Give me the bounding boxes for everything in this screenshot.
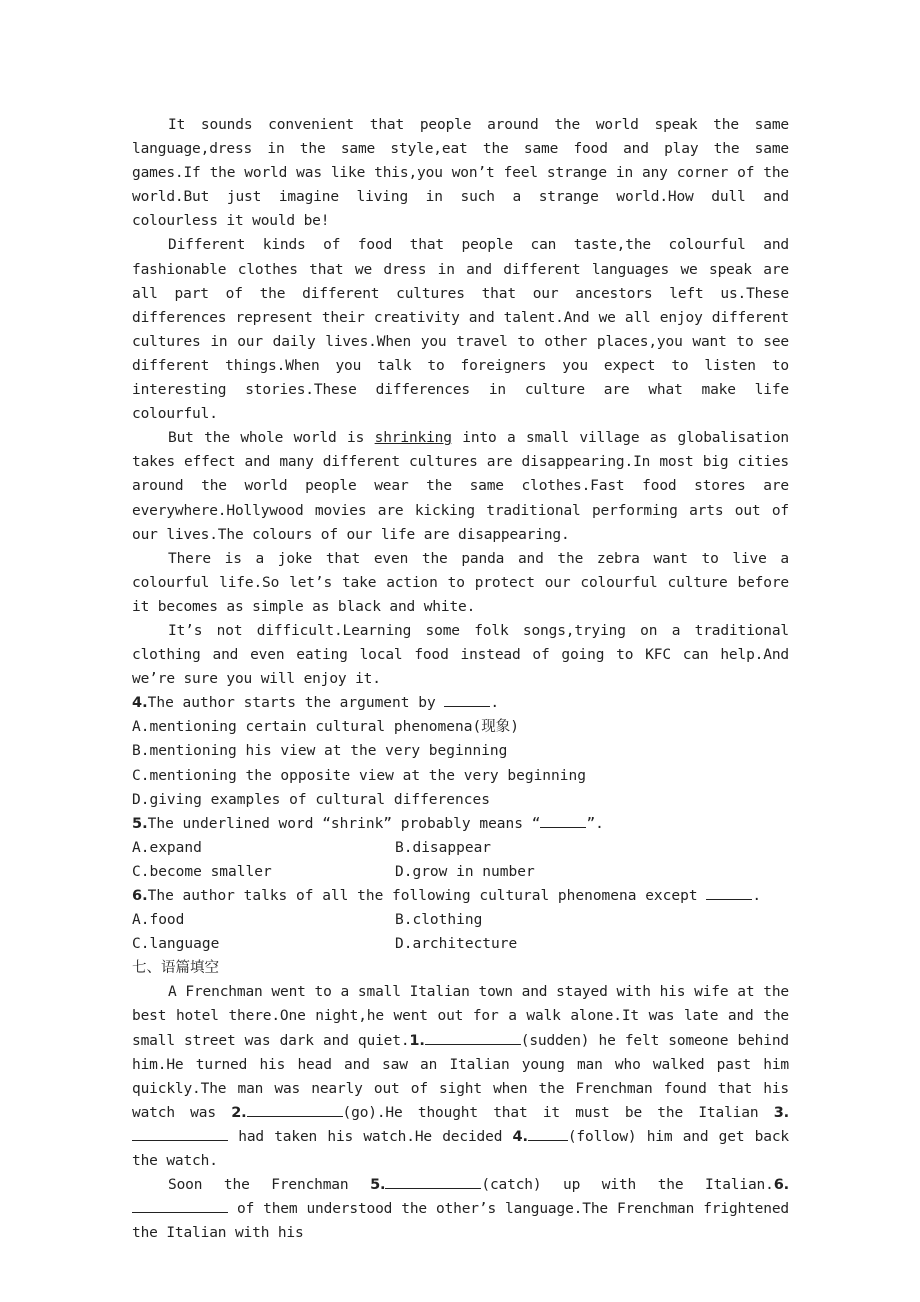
question-5-stem [132,812,789,836]
question-text: The author starts the argument by [147,695,445,712]
question-4-option-b[interactable]: B.mentioning his view at the very beginning [132,743,508,760]
blank-number-2: 2. [231,1104,247,1121]
blank-number-4: 4. [512,1128,528,1145]
question-4-option-d[interactable]: D.giving examples of cultural differences [132,791,490,808]
question-number: 6. [132,888,148,904]
question-4-option-c[interactable]: C.mentioning the opposite view at the very beginning [132,767,586,784]
question-text: The underlined word “shrink” probably means “ [147,815,541,832]
cloze-blank-5[interactable] [385,1174,481,1189]
question-text-end: . [490,695,500,712]
cloze-text: of them understood the other’s language.The Frenchman frightened the Italian with his [132,1201,789,1242]
question-6-options-row-1 [132,908,789,932]
answer-blank[interactable] [540,813,586,828]
question-number: 5. [132,815,148,832]
cloze-text: (sudden) he felt someone behind him.He turned his head and saw an Italian young man who walked past him quickly.The man was nearly out of sight when the Frenchman found that his watch was [132,1032,789,1121]
question-6-option-c[interactable]: C.language [132,936,220,953]
passage-text: into a small village as globalisation takes effect and many different cultures are disappearing.In most big cities around the world people wear the same clothes.Fast food stores are everywhere.Hollywood movies are kicking traditional performing arts out of our lives.The colours of our life are disappearing. [132,430,790,543]
question-4-stem [132,691,789,715]
question-5-option-a[interactable]: A.expand [132,839,202,856]
cloze-blank-1[interactable] [425,1030,521,1045]
passage-text: But the whole world is [168,430,375,447]
cloze-blank-4[interactable] [528,1126,568,1141]
cloze-text: A Frenchman went to a small Italian town and stayed with his wife at the best hotel there.One night,he went out for a walk alone.It was late and the small street was dark and quiet. [132,984,789,1049]
question-5-options-row-1 [132,836,789,860]
question-5-option-b[interactable]: B.disappear [395,839,492,856]
question-5-option-c[interactable]: C.become smaller [132,863,272,880]
cloze-text: (go).He thought that it must be the Italian [342,1104,774,1121]
passage-paragraph-2: Different kinds of food that people can taste,the colourful and fashionable clothes that we dress in and different languages we speak are all part of the different cultures that our ancestors left us.These differences represent their creativity and talent.And we all enjoy different cultures in our daily lives.When you travel to other places,you want to see different things.When you talk to foreigners you expect to listen to interesting stories.These differences in culture are what make life colourful. [132,237,789,423]
question-6-option-a[interactable]: A.food [132,912,185,929]
question-text-end: . [752,888,762,904]
cloze-blank-3[interactable] [132,1126,228,1141]
cloze-paragraph-2 [132,1173,789,1245]
document-page [132,113,789,1245]
cloze-blank-2[interactable] [247,1102,343,1117]
blank-number-5: 5. [370,1177,386,1194]
cloze-text: (follow) him and get back the watch. [132,1128,789,1170]
answer-blank[interactable] [444,692,490,707]
blank-number-3: 3. [773,1104,789,1121]
question-6-stem [132,884,789,908]
underlined-word: shrinking [374,430,452,447]
passage-paragraph-4: There is a joke that even the panda and the zebra want to live a colourful life.So let’s take action to protect our colourful culture before it becomes as simple as black and white. [132,550,789,615]
cloze-blank-6[interactable] [132,1198,228,1213]
question-number: 4. [132,695,148,712]
question-text-end: ”. [586,815,604,832]
question-6-option-b[interactable]: B.clothing [395,912,483,929]
question-4-option-a[interactable]: A.mentioning certain cultural phenomena(现象) [132,719,519,736]
question-6-option-d[interactable]: D.architecture [395,936,518,953]
passage-paragraph-5: It’s not difficult.Learning some folk songs,trying on a traditional clothing and even eating local food instead of going to KFC can help.And we’re sure you will enjoy it. [132,622,789,688]
question-5-options-row-2 [132,860,789,884]
answer-blank[interactable] [706,885,752,900]
cloze-text: (catch) up with the Italian. [481,1177,774,1194]
question-text: The author talks of all the following cultural phenomena except [147,888,707,904]
question-6-options-row-2 [132,932,789,956]
blank-number-1: 1. [409,1032,425,1049]
passage-paragraph-1: It sounds convenient that people around the world speak the same language,dress in the same style,eat the same food and play the same games.If the world was like this,you won’t feel strange in any corner of the world.But just imagine living in such a strange world.How dull and colourless it would be! [132,117,789,230]
cloze-text: Soon the Frenchman [168,1177,371,1194]
section-title: 七、语篇填空 [132,960,219,977]
cloze-paragraph-1 [132,980,789,1173]
passage-paragraph-3 [132,426,789,546]
cloze-text: had taken his watch.He decided [228,1128,513,1145]
question-5-option-d[interactable]: D.grow in number [395,863,535,880]
blank-number-6: 6. [773,1177,790,1194]
